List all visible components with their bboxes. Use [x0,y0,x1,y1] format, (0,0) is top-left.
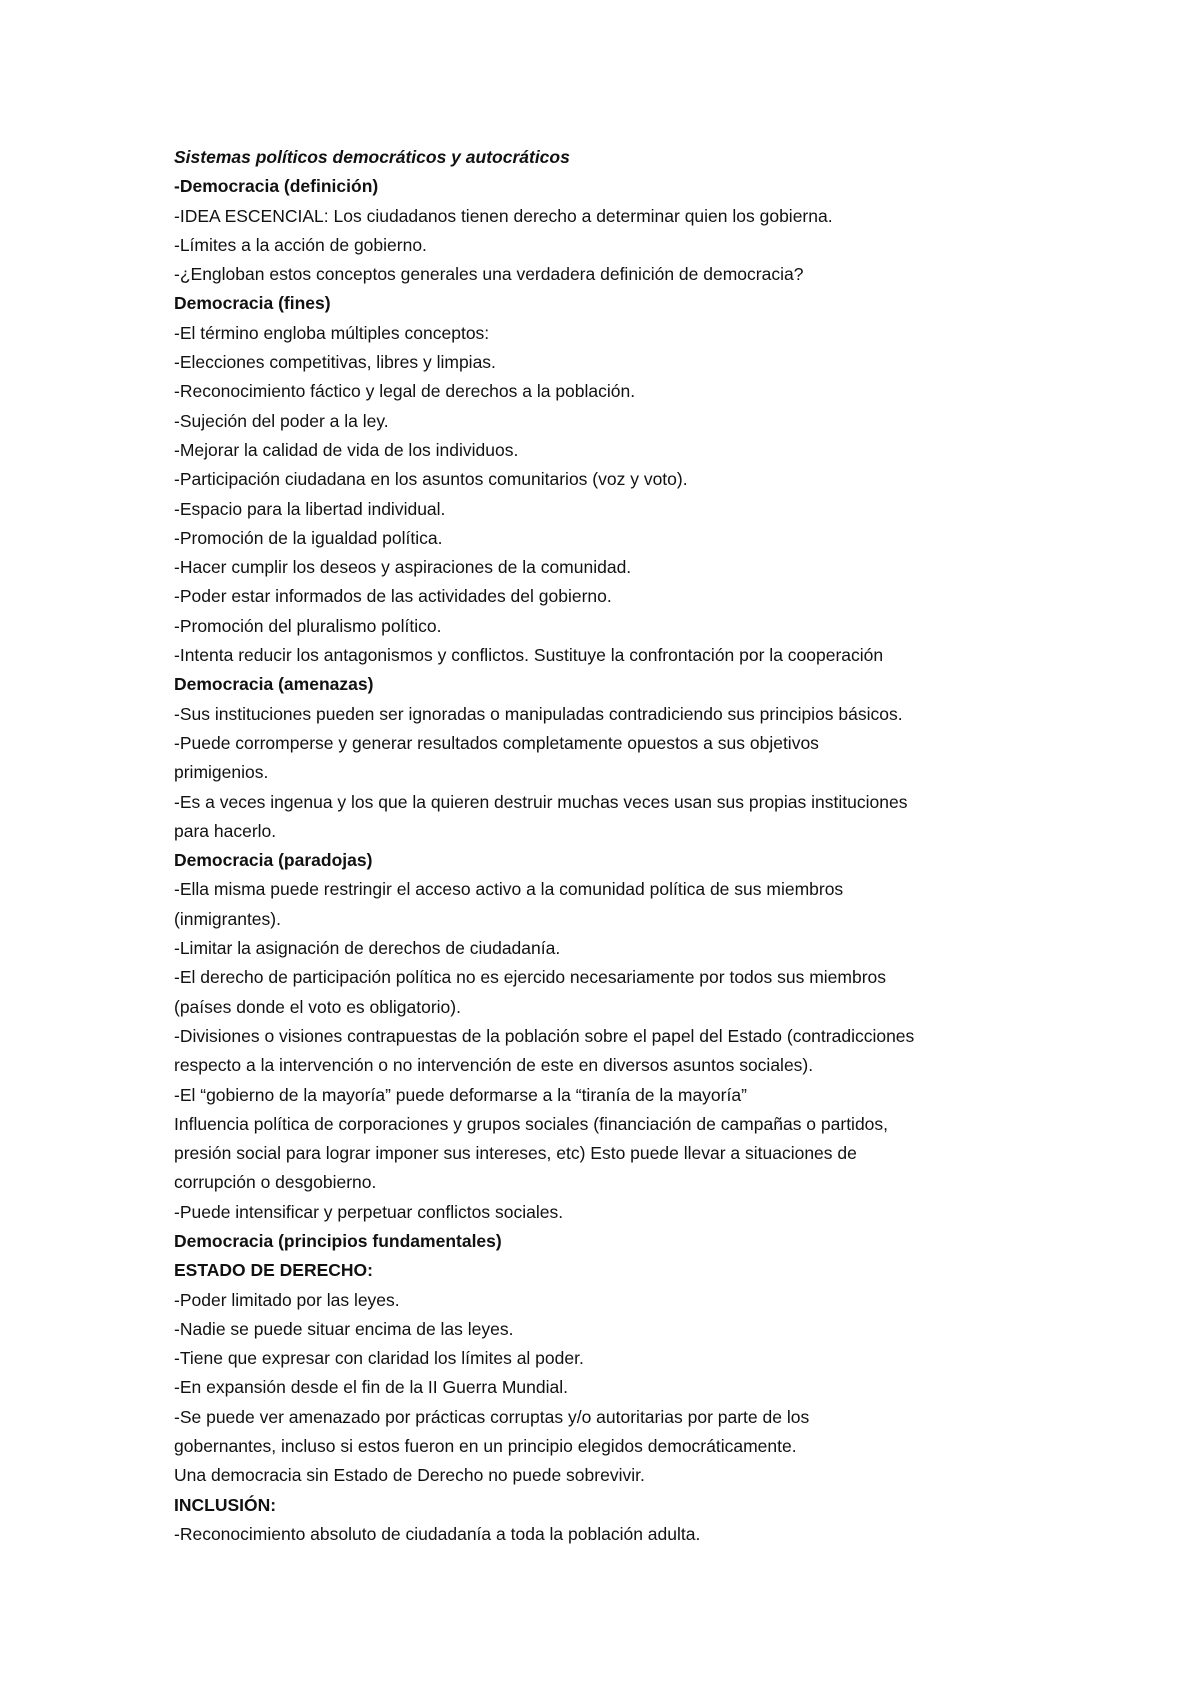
subheading-inclusion: INCLUSIÓN: [174,1494,277,1515]
text-line: -IDEA ESCENCIAL: Los ciudadanos tienen derecho a determinar quien los gobierna. [174,205,833,226]
text-line: gobernantes, incluso si estos fueron en un principio elegidos democráticamente. [174,1436,797,1457]
text-line: respecto a la intervención o no intervención de este en diversos asuntos sociales). [174,1055,814,1076]
text-line: -El término engloba múltiples conceptos: [174,322,490,343]
text-line: -¿Engloban estos conceptos generales una verdadera definición de democracia? [174,264,804,285]
text-line: -Limitar la asignación de derechos de ciudadanía. [174,938,561,959]
document-title: Sistemas políticos democráticos y autocráticos [174,147,570,167]
text-line: Influencia política de corporaciones y grupos sociales (financiación de campañas o partidos, [174,1113,889,1134]
text-line: -Sus instituciones pueden ser ignoradas o manipuladas contradiciendo sus principios básicos. [174,703,903,724]
subheading-estado-de-derecho: ESTADO DE DERECHO: [174,1260,373,1281]
text-line: -Participación ciudadana en los asuntos comunitarios (voz y voto). [174,469,688,490]
section-heading-paradojas: Democracia (paradojas) [174,850,373,871]
section-heading-amenazas: Democracia (amenazas) [174,674,374,695]
text-line: corrupción o desgobierno. [174,1172,377,1193]
text-line: (países donde el voto es obligatorio). [174,996,461,1017]
text-line: -Sujeción del poder a la ley. [174,410,389,431]
text-line: Una democracia sin Estado de Derecho no puede sobrevivir. [174,1465,645,1486]
text-line: -Ella misma puede restringir el acceso activo a la comunidad política de sus miembros [174,879,844,900]
section-heading-definicion: -Democracia (definición) [174,176,379,197]
text-line: -En expansión desde el fin de la II Guerra Mundial. [174,1377,568,1398]
text-line: -Espacio para la libertad individual. [174,498,446,519]
text-line: -Es a veces ingenua y los que la quieren destruir muchas veces usan sus propias instituciones [174,791,908,812]
document-body [174,143,1054,1549]
text-line: -El derecho de participación política no es ejercido necesariamente por todos sus miembros [174,967,887,988]
text-line: -Límites a la acción de gobierno. [174,234,427,255]
text-line: -Elecciones competitivas, libres y limpias. [174,352,496,373]
text-line: -Se puede ver amenazado por prácticas corruptas y/o autoritarias por parte de los [174,1406,810,1427]
text-line: -Divisiones o visiones contrapuestas de la población sobre el papel del Estado (contradicciones [174,1025,915,1046]
text-line: -Poder limitado por las leyes. [174,1289,400,1310]
text-line: primigenios. [174,762,269,783]
text-line: -Poder estar informados de las actividades del gobierno. [174,586,612,607]
text-line: -Mejorar la calidad de vida de los individuos. [174,439,519,460]
text-line: -Reconocimiento absoluto de ciudadanía a toda la población adulta. [174,1523,701,1544]
text-line: (inmigrantes). [174,908,281,929]
text-line: -Puede corromperse y generar resultados completamente opuestos a sus objetivos [174,732,819,753]
text-line: -El “gobierno de la mayoría” puede deformarse a la “tiranía de la mayoría” [174,1084,747,1105]
text-line: -Tiene que expresar con claridad los límites al poder. [174,1348,584,1369]
text-line: -Hacer cumplir los deseos y aspiraciones de la comunidad. [174,557,632,578]
text-line: -Reconocimiento fáctico y legal de derechos a la población. [174,381,636,402]
text-line: -Puede intensificar y perpetuar conflictos sociales. [174,1201,564,1222]
section-heading-principios: Democracia (principios fundamentales) [174,1230,502,1251]
text-line: -Nadie se puede situar encima de las leyes. [174,1318,514,1339]
text-line: presión social para lograr imponer sus intereses, etc) Esto puede llevar a situaciones de [174,1143,857,1164]
section-heading-fines: Democracia (fines) [174,293,331,314]
text-line: para hacerlo. [174,820,277,841]
text-line: -Promoción del pluralismo político. [174,615,442,636]
text-line: -Promoción de la igualdad política. [174,527,443,548]
text-line: -Intenta reducir los antagonismos y conflictos. Sustituye la confrontación por la cooperación [174,645,884,666]
